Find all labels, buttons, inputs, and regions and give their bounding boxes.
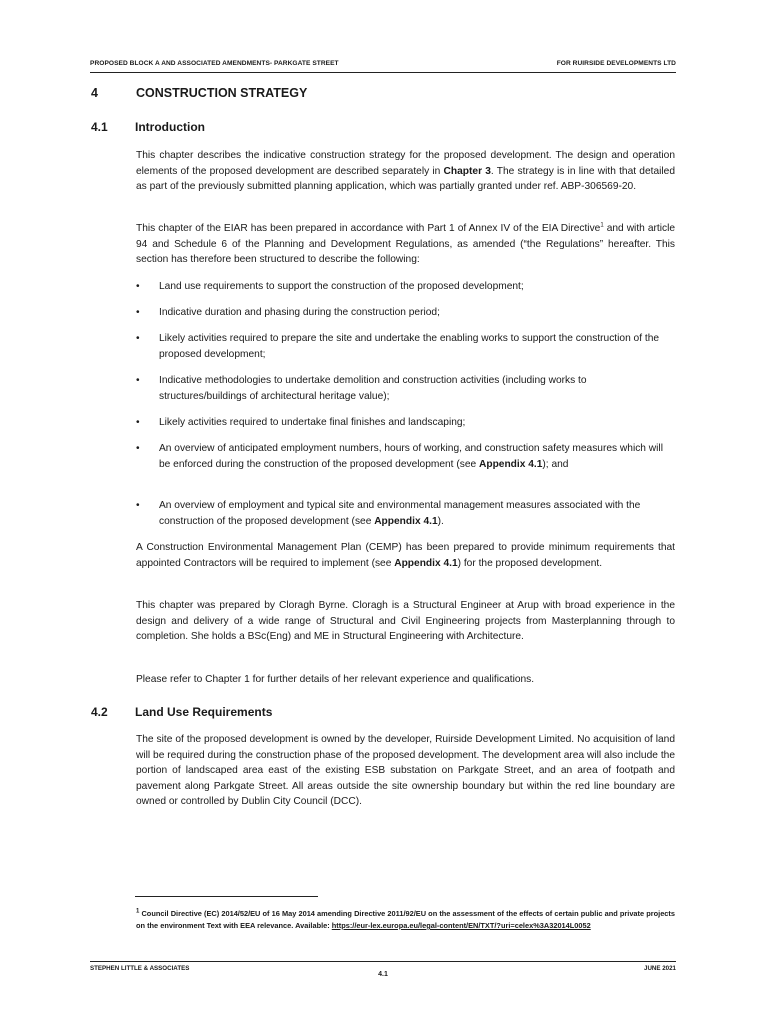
bullet-icon: • bbox=[136, 500, 140, 511]
appendix-ref: Appendix 4.1 bbox=[374, 515, 438, 527]
bullet-icon: • bbox=[136, 417, 140, 428]
list-item: • Indicative duration and phasing during the construction period; bbox=[136, 305, 675, 321]
paragraph-refer: Please refer to Chapter 1 for further details of her relevant experience and qualifications. bbox=[136, 674, 535, 685]
paragraph-cemp: A Construction Environmental Management Plan (CEMP) has been prepared to provide minimum requirements that appointed Contractors will be required to implement (see Appendix 4.1) for the proposed development. bbox=[136, 542, 675, 569]
bullet-icon: • bbox=[136, 375, 140, 386]
section-title: Land Use Requirements bbox=[135, 705, 273, 719]
section-number: 4.1 bbox=[91, 120, 108, 134]
section-number: 4.2 bbox=[91, 705, 108, 719]
chapter-title: CONSTRUCTION STRATEGY bbox=[136, 86, 308, 100]
chapter-3-ref: Chapter 3 bbox=[443, 165, 491, 177]
paragraph-land-use: The site of the proposed development is owned by the developer, Ruirside Development Limited. No acquisition of land will be required during the construction phase of the proposed development. The development area will also include the portion of landscaped area east of the existing ESB substation on Parkgate Street, and an area of footpath and pavement along Parkgate Street. All areas outside the site ownership boundary but within the red line boundary are owned or controlled by Dublin City Council (DCC). bbox=[136, 734, 675, 808]
chapter-number: 4 bbox=[91, 86, 98, 100]
footer-left-text: STEPHEN LITTLE & ASSOCIATES bbox=[90, 965, 190, 972]
paragraph-eiar: This chapter of the EIAR has been prepared in accordance with Part 1 of Annex IV of the EIA Directive$^1$ and with article 94 and Schedule 6 of the Planning and Development Regulations, as amended (“the Regulations” hereafter. This section has therefore been structured to describe the following: bbox=[136, 222, 676, 266]
footnote-ref[interactable]: 1 bbox=[600, 222, 604, 229]
chapter-heading bbox=[91, 86, 307, 100]
list-item: • Indicative methodologies to undertake demolition and construction activities (including works to structures/buildings of architectural heritage value); bbox=[136, 375, 587, 402]
appendix-ref: Appendix 4.1 bbox=[478, 458, 543, 470]
page-header bbox=[90, 58, 676, 73]
page-footer bbox=[90, 961, 676, 978]
bullet-icon: • bbox=[136, 333, 140, 344]
footnote-separator bbox=[135, 896, 318, 897]
footer-date: JUNE 2021 bbox=[644, 965, 676, 972]
bullet-icon: • bbox=[136, 443, 140, 454]
header-left-text: PROPOSED BLOCK A AND ASSOCIATED AMENDMENTS- PARKGATE STREET bbox=[90, 60, 339, 67]
bullet-icon: • bbox=[136, 281, 140, 292]
list-item: • An overview of employment and typical site and environmental management measures associated with the construction of the proposed development (see Appendix 4.1). bbox=[136, 500, 641, 527]
paragraph-intro: This chapter describes the indicative construction strategy for the proposed development. The design and operation elements of the proposed development are described separately in Chapter 3. The strategy is in line with that detailed as part of the previously submitted planning application, which was partially granted under ref. ABP-306569-20. bbox=[136, 150, 675, 193]
section-heading-4-1 bbox=[91, 120, 205, 134]
footnote-link[interactable]: https://eur-lex.europa.eu/legal-content/EN/TXT/?uri=celex%3A32014L0052 bbox=[331, 921, 591, 930]
bullet-icon: • bbox=[136, 307, 140, 318]
page-number: 4.1 bbox=[378, 971, 388, 978]
footnote: $^1$ Council Directive (EC) 2014/52/EU of 16 May 2014 amending Directive 2011/92/EU on the assessment of the effects of certain public and private projects on the environment Text with EEA relevance. Available: https://eur-lex.europa.eu/legal-content/EN/TXT/?uri=celex%3A32014L0052 bbox=[136, 908, 675, 930]
list-item: • Land use requirements to support the construction of the proposed development; bbox=[136, 279, 675, 295]
appendix-ref: Appendix 4.1 bbox=[394, 557, 458, 569]
list-item: • Likely activities required to prepare the site and undertake the enabling works to support the construction of the proposed development; bbox=[136, 333, 660, 360]
list-item: • Likely activities required to undertake final finishes and landscaping; bbox=[136, 415, 675, 431]
section-heading-4-2 bbox=[91, 705, 272, 719]
header-right-text: FOR RUIRSIDE DEVELOPMENTS LTD bbox=[556, 60, 676, 67]
paragraph-author: This chapter was prepared by Cloragh Byrne. Cloragh is a Structural Engineer at Arup with broad experience in the design and delivery of a wide range of Structural and Civil Engineering projects from Masterplanning through to completion. She holds a BSc(Eng) and ME in Structural Engineering with Architecture. bbox=[136, 600, 675, 643]
section-title: Introduction bbox=[135, 120, 205, 134]
footnote-number: 1 bbox=[136, 908, 140, 915]
list-item: • An overview of anticipated employment numbers, hours of working, and construction safety measures which will be enforced during the construction of the proposed development (see Appendix 4.1); and bbox=[136, 443, 663, 470]
